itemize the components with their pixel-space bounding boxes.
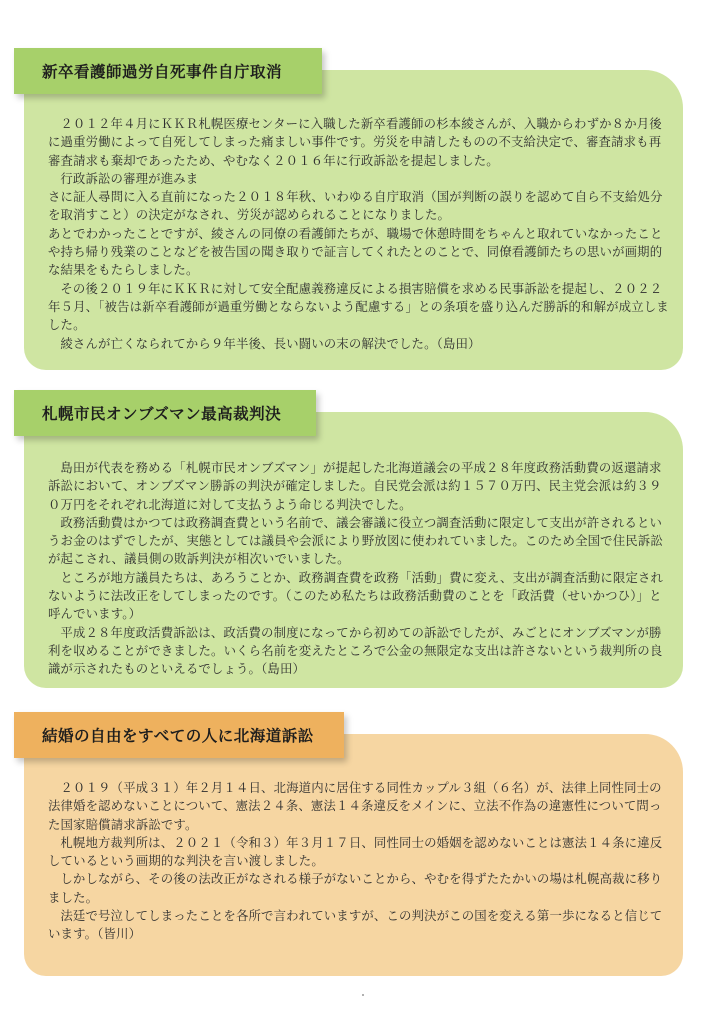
section-3-body	[48, 779, 670, 944]
section-3-paragraph: 札幌地方裁判所は、２０２１（令和３）年３月１７日、同性同士の婚姻を認めないことは憲法１４条に違反しているという画期的な判決を言い渡しました。	[48, 834, 663, 869]
section-1-paragraph: ２０１２年４月にＫＫＲ札幌医療センターに入職した新卒看護師の杉本綾さんが、入職からわずか８か月後に過重労働によって自死してしまった痛ましい事件です。労災を申請したものの不支給決定で、審査請求も再審査請求も棄却であったため、やむなく２０１６年に行政訴訟を提起しました。	[48, 116, 662, 168]
section-2-body	[48, 459, 670, 679]
page-mark	[362, 994, 364, 996]
section-1-paragraph: あとでわかったことですが、綾さんの同僚の看護師たちが、職場で休憩時間をちゃんと取れていなかったことや持ち帰り残業のことなどを被告国の聞き取りで証言してくれたとのことで、同僚看護師たちの思いが画期的な結果をもたらしました。	[48, 225, 663, 278]
section-2-paragraph: ところが地方議員たちは、あろうことか、政務調査費を政務「活動」費に変え、支出が調査活動に限定されないように法改正をしてしまったのです。（このため私たちは政務活動費のことを「政活費（せいかつひ）」と呼んでいます。）	[48, 569, 664, 622]
section-2-paragraph: 政務活動費はかつては政務調査費という名前で、議会審議に役立つ調査活動に限定して支出が許されるというお金のはずでしたが、実態としては議員や会派により野放図に使われていました。このため全国で住民訴訟が起こされ、議員側の敗訴判決が相次いでいました。	[48, 514, 663, 567]
section-1-paragraph: さに証人尋問に入る直前になった２０１８年秋、いわゆる自庁取消（国が判断の誤りを認めて自ら不支給処分を取消すこと）の決定がなされ、労災が認められることになりました。	[48, 189, 663, 223]
section-1-paragraph: その後２０１９年にＫＫＲに対して安全配慮義務違反による損害賠償を求める民事訴訟を提起し、２０２２年５月、「被告は新卒看護師が過重労働とならないよう配慮する」との条項を盛り込んだ勝訴的和解が成立しました。	[48, 280, 669, 333]
section-2-title: 札幌市民オンブズマン最高裁判決	[14, 390, 316, 436]
section-1-paragraph: 綾さんが亡くなられてから９年半後、長い闘いの末の解決でした。（島田）	[60, 335, 481, 351]
section-3-paragraph: しかしながら、その後の法改正がなされる様子がないことから、やむを得ずたたかいの場は札幌高裁に移りました。	[48, 871, 663, 905]
section-3-paragraph: 法廷で号泣してしまったことを各所で言われていますが、この判決がこの国を変える第一歩になると信じています。（皆川）	[48, 908, 663, 942]
section-1-paragraph: 行政訴訟の審理が進みま	[60, 170, 199, 186]
section-3-paragraph: ２０１９（平成３１）年２月１４日、北海道内に居住する同性カップル３組（６名）が、法律上同性同士の法律婚を認めないことについて、憲法２４条、憲法１４条違反をメインに、立法不作為の違憲性について問った国家賠償請求訴訟です。	[48, 780, 662, 832]
section-1-title: 新卒看護師過労自死事件自庁取消	[14, 48, 322, 94]
section-1-body	[48, 115, 670, 353]
section-3-title: 結婚の自由をすべての人に北海道訴訟	[14, 712, 344, 758]
section-2-paragraph: 島田が代表を務める「札幌市民オンブズマン」が提起した北海道議会の平成２８年度政務活動費の返還請求訴訟において、オンブズマン勝訴の判決が確定しました。自民党会派は約１５７０万円、民主党会派は約３９０万円をそれぞれ北海道に対して支払うよう命じる判決でした。	[48, 460, 662, 512]
section-2-paragraph: 平成２８年度政活費訴訟は、政活費の制度になってから初めての訴訟でしたが、みごとにオンブズマンが勝利を収めることができました。いくら名前を変えたところで公金の無限定な支出は許さないという裁判所の良識が示されたものといえるでしょう。（島田）	[48, 624, 663, 677]
